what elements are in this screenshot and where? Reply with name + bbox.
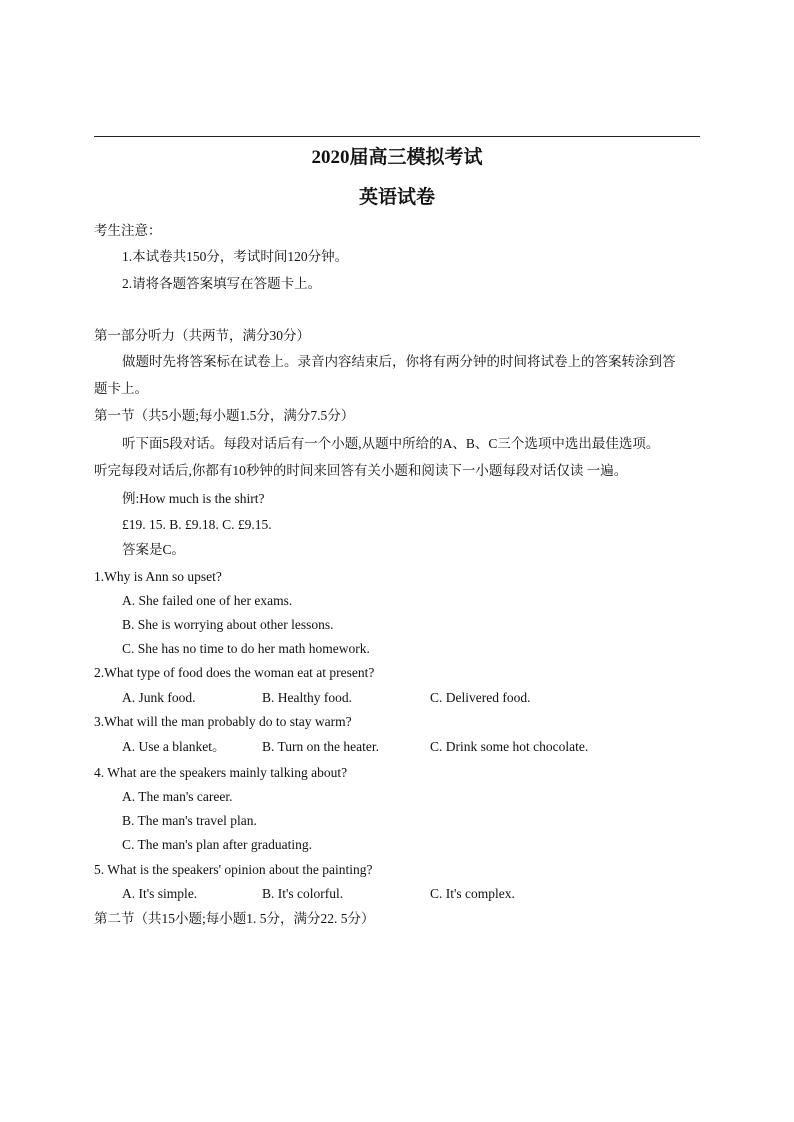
question-4: 4. What are the speakers mainly talking about?: [94, 765, 348, 780]
question-3-option-b: B. Turn on the heater.: [262, 739, 379, 754]
question-4-option-b: B. The man's travel plan.: [122, 813, 257, 828]
section1-heading: 第一节（共5小题;每小题1.5分，满分7.5分）: [94, 408, 355, 423]
question-5-option-b: B. It's colorful.: [262, 886, 344, 901]
example-answer: 答案是C。: [122, 542, 186, 557]
notice-heading: 考生注意：: [94, 223, 162, 238]
question-3-option-c: C. Drink some hot chocolate.: [430, 739, 589, 754]
example-options: £19. 15. B. £9.18. C. £9.15.: [122, 517, 272, 532]
part1-instruction: 题卡上。: [94, 381, 148, 396]
example-question: 例:How much is the shirt?: [122, 491, 265, 506]
question-1-option-b: B. She is worrying about other lessons.: [122, 617, 334, 632]
question-1-option-a: A. She failed one of her exams.: [122, 593, 293, 608]
question-5-option-c: C. It's complex.: [430, 886, 515, 901]
notice-item: 1.本试卷共150分，考试时间120分钟。: [122, 249, 349, 264]
question-1: 1.Why is Ann so upset?: [94, 569, 222, 584]
question-5: 5. What is the speakers' opinion about the painting?: [94, 862, 373, 877]
section1-instruction: 听下面5段对话。每段对话后有一个小题,从题中所给的A、B、C三个选项中选出最佳选项。: [122, 436, 660, 451]
part1-instruction: 做题时先将答案标在试卷上。录音内容结束后，你将有两分钟的时间将试卷上的答案转涂到答: [122, 354, 676, 369]
question-4-option-a: A. The man's career.: [122, 789, 233, 804]
section1-instruction: 听完每段对话后,你都有10秒钟的时间来回答有关小题和阅读下一小题每段对话仅读 一遍。: [94, 463, 628, 478]
question-4-option-c: C. The man's plan after graduating.: [122, 837, 313, 852]
exam-title: 2020届高三模拟考试: [311, 147, 483, 168]
part1-heading: 第一部分听力（共两节，满分30分）: [94, 328, 310, 343]
exam-subtitle: 英语试卷: [358, 187, 435, 208]
question-1-option-c: C. She has no time to do her math homework.: [122, 641, 370, 656]
header-rule: [94, 136, 700, 137]
question-3: 3.What will the man probably do to stay warm?: [94, 714, 352, 729]
question-5-option-a: A. It's simple.: [122, 886, 198, 901]
question-2-option-c: C. Delivered food.: [430, 690, 531, 705]
notice-item: 2.请将各题答案填写在答题卡上。: [122, 276, 322, 291]
question-2-option-a: A. Junk food.: [122, 690, 196, 705]
question-2-option-b: B. Healthy food.: [262, 690, 352, 705]
question-3-option-a: A. Use a blanket。: [122, 739, 226, 754]
question-2: 2.What type of food does the woman eat at present?: [94, 665, 375, 680]
section2-heading: 第二节（共15小题;每小题1. 5分，满分22. 5分）: [94, 911, 375, 926]
